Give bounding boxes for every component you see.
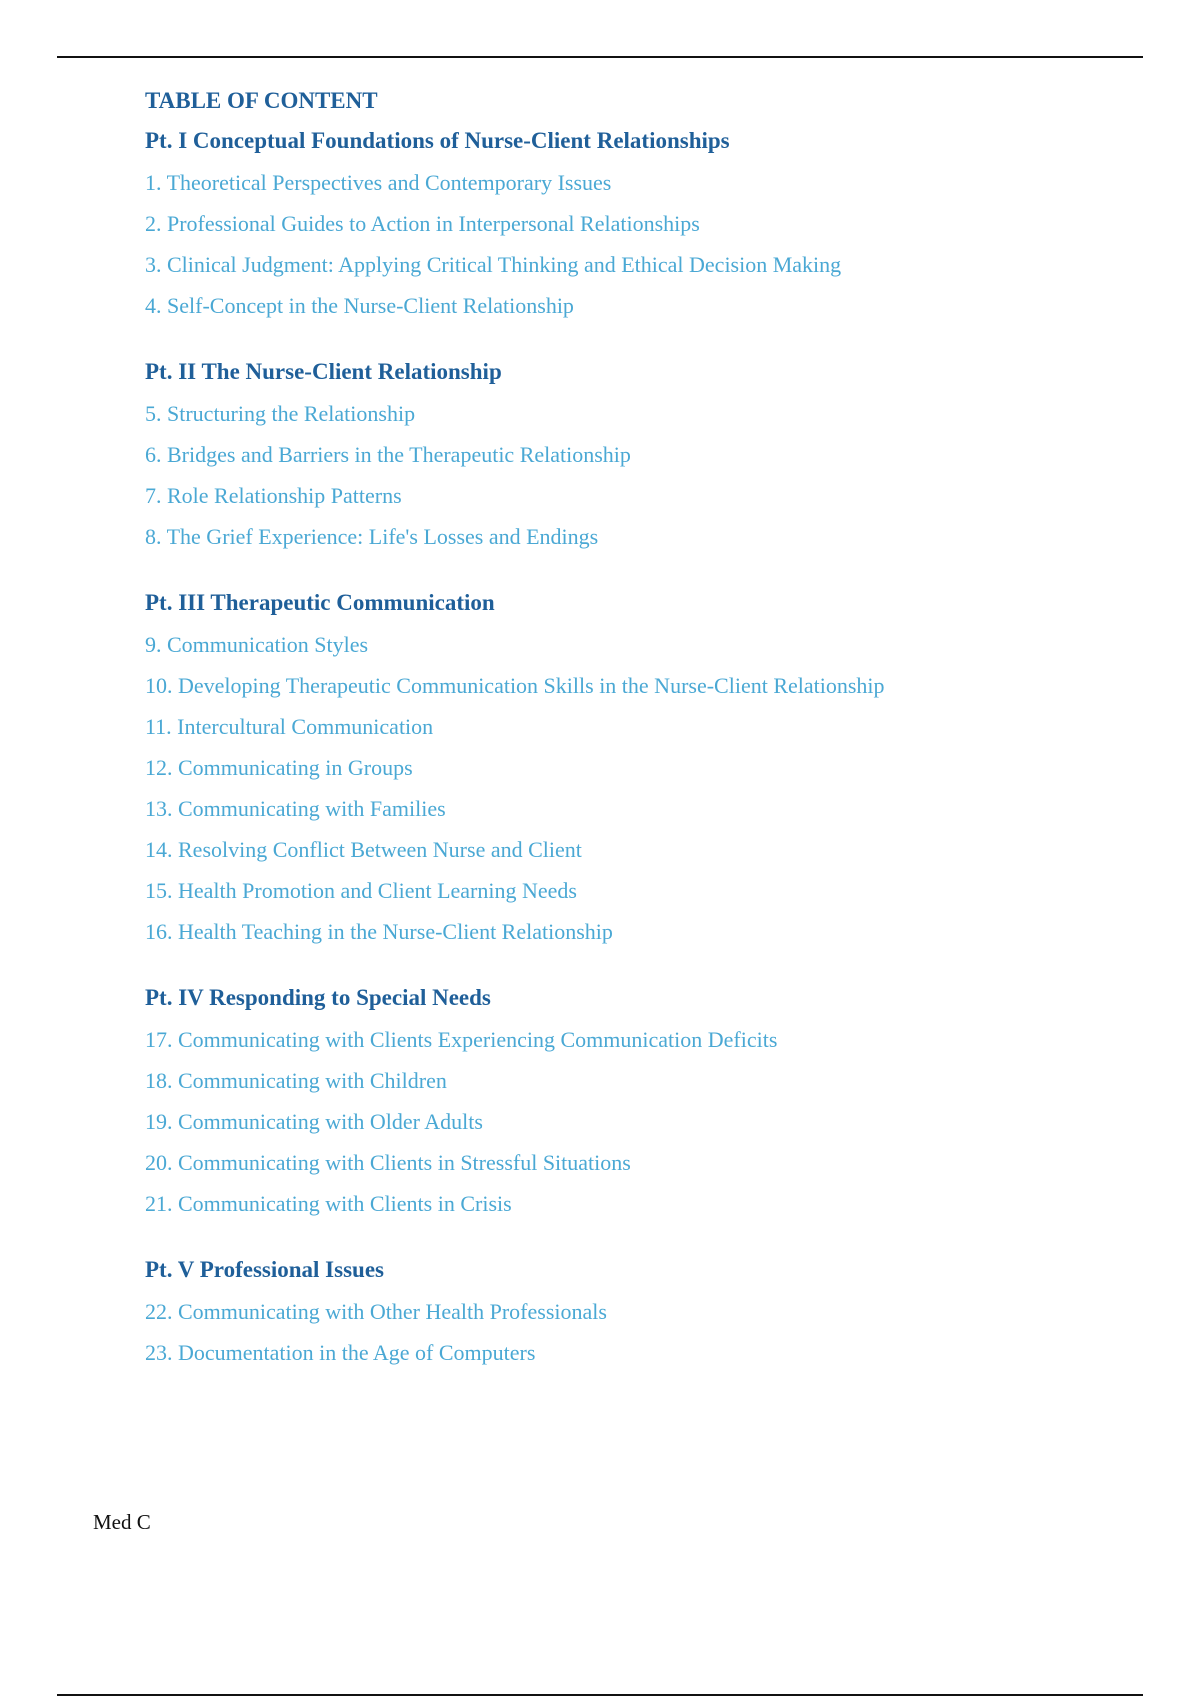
chapter-link[interactable]: 14. Resolving Conflict Between Nurse and Client bbox=[145, 837, 582, 862]
chapter-link[interactable]: 2. Professional Guides to Action in Interpersonal Relationships bbox=[145, 211, 700, 236]
chapter-link[interactable]: 7. Role Relationship Patterns bbox=[145, 483, 402, 508]
chapter-link[interactable]: 1. Theoretical Perspectives and Contemporary Issues bbox=[145, 170, 612, 195]
part-3 bbox=[145, 588, 1145, 947]
chapter-list bbox=[145, 630, 1145, 947]
chapter-link[interactable]: 6. Bridges and Barriers in the Therapeutic Relationship bbox=[145, 442, 631, 467]
chapter-link[interactable]: 4. Self-Concept in the Nurse-Client Relationship bbox=[145, 293, 574, 318]
part-title: Pt. II The Nurse-Client Relationship bbox=[145, 359, 502, 384]
chapter-link[interactable]: 19. Communicating with Older Adults bbox=[145, 1109, 483, 1134]
part-title: Pt. V Professional Issues bbox=[145, 1257, 384, 1282]
part-5 bbox=[145, 1255, 1145, 1368]
bottom-rule bbox=[57, 1694, 1143, 1696]
chapter-link[interactable]: 3. Clinical Judgment: Applying Critical Thinking and Ethical Decision Making bbox=[145, 252, 842, 277]
toc-heading: TABLE OF CONTENT bbox=[145, 88, 378, 113]
chapter-link[interactable]: 13. Communicating with Families bbox=[145, 796, 446, 821]
chapter-link[interactable]: 12. Communicating in Groups bbox=[145, 755, 413, 780]
chapter-list bbox=[145, 399, 1145, 552]
chapter-link[interactable]: 18. Communicating with Children bbox=[145, 1068, 447, 1093]
top-rule bbox=[57, 56, 1143, 58]
part-2 bbox=[145, 357, 1145, 552]
chapter-list bbox=[145, 1297, 1145, 1368]
part-4 bbox=[145, 983, 1145, 1219]
chapter-link[interactable]: 22. Communicating with Other Health Professionals bbox=[145, 1299, 607, 1324]
chapter-link[interactable]: 23. Documentation in the Age of Computers bbox=[145, 1340, 536, 1365]
table-of-contents bbox=[145, 86, 1145, 1404]
part-title: Pt. IV Responding to Special Needs bbox=[145, 985, 491, 1010]
chapter-link[interactable]: 11. Intercultural Communication bbox=[145, 714, 434, 739]
part-1 bbox=[145, 126, 1145, 321]
chapter-link[interactable]: 16. Health Teaching in the Nurse-Client Relationship bbox=[145, 919, 613, 944]
chapter-link[interactable]: 17. Communicating with Clients Experiencing Communication Deficits bbox=[145, 1027, 778, 1052]
chapter-list bbox=[145, 1025, 1145, 1219]
footer-text: Med C bbox=[93, 1510, 151, 1534]
chapter-link[interactable]: 8. The Grief Experience: Life's Losses and Endings bbox=[145, 524, 599, 549]
chapter-link[interactable]: 21. Communicating with Clients in Crisis bbox=[145, 1191, 512, 1216]
chapter-list bbox=[145, 168, 1145, 321]
chapter-link[interactable]: 15. Health Promotion and Client Learning Needs bbox=[145, 878, 577, 903]
chapter-link[interactable]: 20. Communicating with Clients in Stressful Situations bbox=[145, 1150, 631, 1175]
chapter-link[interactable]: 5. Structuring the Relationship bbox=[145, 401, 416, 426]
chapter-link[interactable]: 9. Communication Styles bbox=[145, 632, 369, 657]
chapter-link[interactable]: 10. Developing Therapeutic Communication Skills in the Nurse-Client Relationship bbox=[145, 673, 885, 698]
part-title: Pt. I Conceptual Foundations of Nurse-Client Relationships bbox=[145, 128, 730, 153]
part-title: Pt. III Therapeutic Communication bbox=[145, 590, 495, 615]
